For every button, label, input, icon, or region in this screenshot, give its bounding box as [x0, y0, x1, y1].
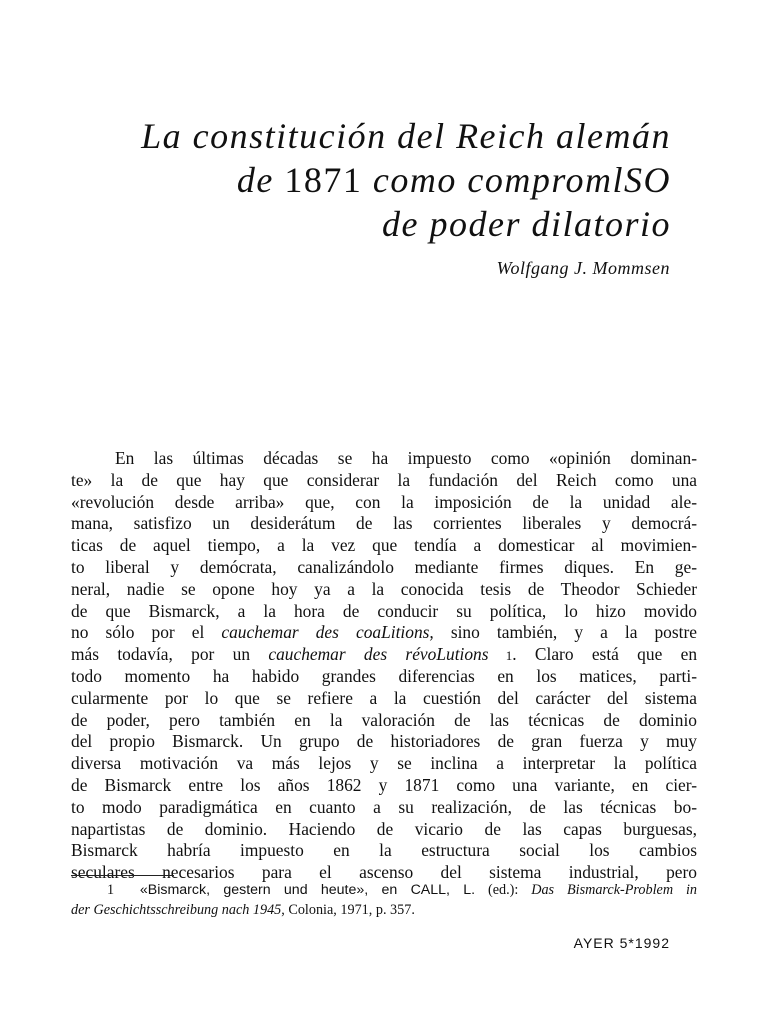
title-line-2-post: como compromlSO: [362, 160, 671, 200]
body-line: de que Bismarck, a la hora de conducir su política, lo hizo movido: [71, 600, 697, 621]
footnote-title-b: der Geschichtsschreibung nach 1945: [71, 902, 282, 918]
body-line: seculares necesarios para el ascenso del sistema industrial, pero: [71, 862, 697, 883]
body-line-emphasis: cauchemar des révoLutions: [268, 644, 489, 665]
body-line: [71, 622, 697, 644]
body-line: En las últimas décadas se ha impuesto como «opinión dominan-: [115, 448, 697, 468]
body-line-text: más todavía, por un: [71, 644, 269, 665]
body-line: ticas de aquel tiempo, a la vez que tendía a domesticar al movimien-: [71, 535, 697, 556]
body-line: [71, 644, 697, 666]
body-line: todo momento ha habido grandes diferencias en los matices, parti-: [71, 665, 697, 686]
body-line: napartistas de dominio. Haciendo de vicario de las capas burguesas,: [71, 818, 697, 839]
footnote-ed: (ed.):: [475, 882, 532, 898]
article-title: [51, 114, 671, 246]
body-line: diversa motivación va más lejos y se inclina a interpretar la política: [71, 753, 697, 774]
body-line: neral, nadie se opone hoy ya a la conocida tesis de Theodor Schieder: [71, 578, 697, 599]
body-line: mana, satisfizo un desiderátum de las corrientes liberales y democrá-: [71, 513, 697, 534]
body-line: del propio Bismarck. Un grupo de historiadores de gran fuerza y muy: [71, 731, 697, 752]
title-line-1: La constitución del Reich alemán: [141, 116, 671, 156]
footnote-title-a: Das Bismarck-Problem in: [531, 882, 698, 898]
footnote-editor: CALL, L.: [410, 882, 476, 898]
body-paragraph: [71, 448, 697, 884]
page-folio: AYER 5*1992: [573, 935, 670, 951]
footnote-rule: [71, 875, 174, 876]
body-line: Bismarck habría impuesto en la estructura social los cambios: [71, 840, 697, 861]
footnote-number: 1: [107, 882, 115, 898]
body-line-text: . Claro está que en: [512, 644, 698, 665]
body-line: de Bismarck entre los años 1862 y 1871 como una variante, en cier-: [71, 774, 697, 795]
body-line: to liberal y demócrata, canalizándolo mediante firmes diques. En ge-: [71, 556, 697, 577]
title-line-2-pre: de: [236, 160, 285, 200]
body-line: te» la de que hay que considerar la fundación del Reich como una: [71, 469, 697, 490]
body-line-text: sino también, y a la postre: [433, 622, 697, 643]
title-line-3: de poder dilatorio: [382, 204, 671, 244]
footnote-source: «Bismarck, gestern und heute», en: [139, 882, 411, 898]
footnote-marker: 1: [488, 648, 513, 664]
title-line-2: [51, 158, 671, 202]
body-line-emphasis: cauchemar des coaLitions,: [221, 622, 434, 643]
body-line: «revolución desde arriba» que, con la imposición de la unidad ale-: [71, 491, 697, 512]
footnote-pub: , Colonia, 1971, p. 357.: [281, 902, 415, 918]
body-line: cularmente por lo que se refiere a la cuestión del carácter del sistema: [71, 687, 697, 708]
footnote-line-1: [71, 880, 697, 900]
footnote: [71, 880, 697, 920]
title-year: 1871: [284, 160, 363, 200]
body-line-text: no sólo por el: [71, 622, 222, 643]
body-line: to modo paradigmática en cuanto a su realización, de las técnicas bo-: [71, 796, 697, 817]
article-author: Wolfgang J. Mommsen: [496, 258, 670, 278]
footnote-line-2: [71, 900, 697, 920]
body-line: de poder, pero también en la valoración de las técnicas de dominio: [71, 709, 697, 730]
